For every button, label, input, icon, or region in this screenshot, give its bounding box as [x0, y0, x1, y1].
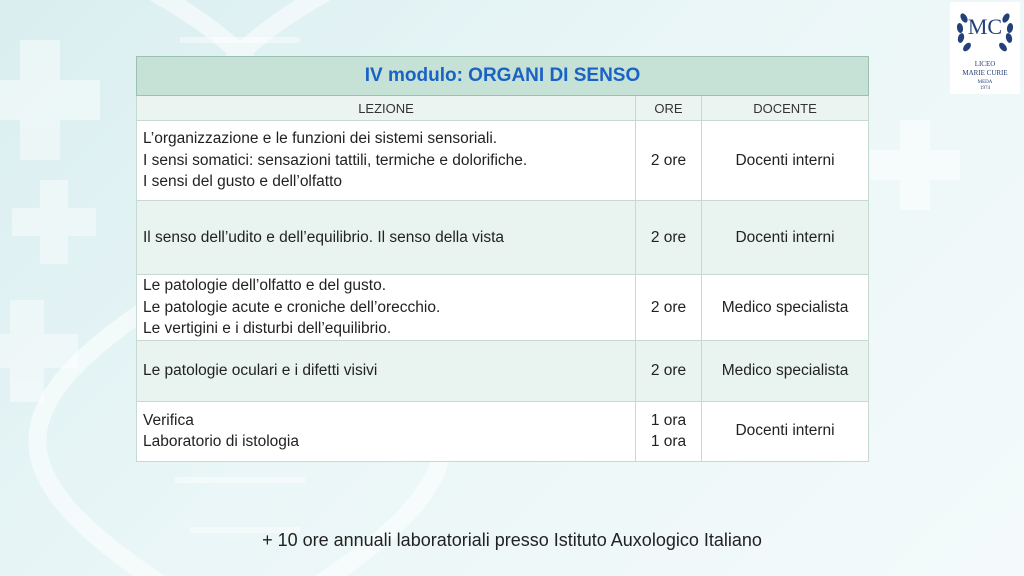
- table-row: [137, 201, 869, 275]
- logo-monogram: MC: [967, 14, 1003, 39]
- cell-ore: [636, 275, 702, 341]
- lezione-line: Le vertigini e i disturbi dell’equilibrio.: [143, 320, 392, 337]
- cell-docente: Medico specialista: [702, 340, 869, 401]
- lezione-line: Verifica: [143, 411, 194, 429]
- column-header-ore: ORE: [636, 96, 702, 121]
- table-row: [137, 340, 869, 401]
- ore-value: 2 ore: [650, 151, 687, 169]
- module-table: [136, 56, 869, 462]
- lezione-line: Le patologie acute e croniche dell’orecchio.: [143, 298, 441, 316]
- lezione-line: Laboratorio di istologia: [143, 433, 299, 450]
- cell-docente: Medico specialista: [702, 275, 869, 341]
- lezione-line: I sensi del gusto e dell’olfatto: [143, 173, 343, 191]
- cell-docente: Docenti interni: [702, 201, 869, 275]
- cell-docente: Docenti interni: [702, 121, 869, 201]
- lezione-line: L’organizzazione e le funzioni dei sistemi sensoriali.: [143, 130, 498, 148]
- lezione-line: Le patologie dell’olfatto e del gusto.: [143, 277, 387, 294]
- cell-ore: [636, 121, 702, 201]
- ore-value: 2 ore: [650, 298, 687, 316]
- cell-ore: [636, 401, 702, 461]
- ore-value: 2 ore: [650, 228, 687, 246]
- module-table-container: [136, 56, 868, 462]
- cell-lezione: [137, 340, 636, 401]
- column-header-lezione: LEZIONE: [137, 96, 636, 121]
- ore-value: 1 ora: [650, 411, 687, 429]
- cell-lezione: [137, 401, 636, 461]
- table-title: IV modulo: ORGANI DI SENSO: [137, 57, 869, 96]
- cell-ore: [636, 201, 702, 275]
- ore-value: 1 ora: [650, 433, 687, 450]
- footer-note: + 10 ore annuali laboratoriali presso Istituto Auxologico Italiano: [262, 530, 762, 550]
- table-row: [137, 401, 869, 461]
- cell-lezione: [137, 201, 636, 275]
- table-header-row: [137, 96, 869, 121]
- school-logo: [950, 2, 1020, 94]
- table-row: [137, 275, 869, 341]
- logo-line-city: MEDA: [977, 80, 993, 85]
- logo-line-name: MARIE CURIE: [962, 69, 1008, 77]
- ore-value: 2 ore: [650, 361, 687, 379]
- column-header-docente: DOCENTE: [702, 96, 869, 121]
- table-title-row: [137, 57, 869, 96]
- cell-lezione: [137, 121, 636, 201]
- logo-line-year: 1974: [980, 86, 990, 91]
- cell-docente: Docenti interni: [702, 401, 869, 461]
- lezione-line: Le patologie oculari e i difetti visivi: [143, 361, 378, 379]
- lezione-line: I sensi somatici: sensazioni tattili, termiche e dolorifiche.: [143, 151, 528, 169]
- cell-lezione: [137, 275, 636, 341]
- cell-ore: [636, 340, 702, 401]
- lezione-line: Il senso dell’udito e dell’equilibrio. Il senso della vista: [143, 228, 505, 246]
- table-row: [137, 121, 869, 201]
- logo-line-liceo: LICEO: [974, 60, 996, 68]
